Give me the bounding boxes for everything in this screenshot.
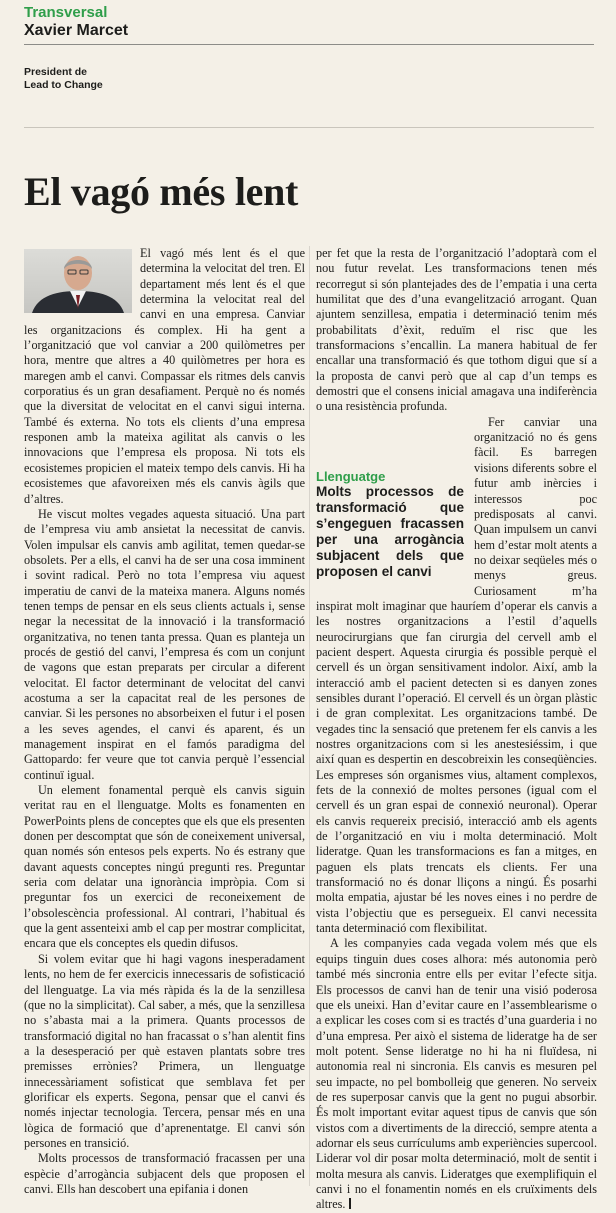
pull-quote-text: Molts processos de transformació que s’engeguen fracassen per una arrogància subjacent dels que proposen el canvi bbox=[316, 483, 464, 579]
paragraph-7: Fer canviar una organització no és gens fàcil. Es barregen visions diferents sobre el futur amb inèrcies i interessos poc predisposats al canvi. Quan impulsem un canvi hem d’estar molt atents a no deixar seqüeles més o menys greus. Curiosament m’ha inspirat molt imaginar que hauríem d’operar els canvis a les nostres organitzacions a l’estil d’aquells neurocirurgians que fan cirurgia del cervell amb el pacient despert. Aquesta cirurgia és possible perquè el cervell és un òrgan sensitivament indolor. Així, amb la interacció amb el pacient detecten si es danyen zones sensibles durant l’operació. El cervell és un òrgan plàstic i de gran complexitat. Les organitzacions també. De vegades tinc la sensació que pretenem fer els canvis a les nostres organitzacions com si les anestesiéssim, i que així quan es despertin en descobreixin les conseqüències. Les empreses són organismes vius, altament complexos, fets de la connexió de moltes persones (igual com el cervell és un gran espai de connexió neuronal). Operar els canvis requereix precisió, interacció amb els agents de l’organització en viu i molta determinació. Molt lideratge. Quan les transformacions es fan a mitges, en paguen els plats trencats els clients. Fer una transformació no és donar lliçons a ningú. És posarhi molta empatia, ajustar bé les noves eines i no perdre de vista l’objectiu que es persegueix. El canvi necessita tanta determinació com flexibilitat. bbox=[316, 414, 597, 936]
byline-block bbox=[24, 4, 284, 40]
section-label: Transversal bbox=[24, 4, 108, 21]
pull-quote bbox=[316, 469, 464, 580]
portrait-illustration bbox=[24, 249, 132, 313]
article-column-left bbox=[24, 246, 305, 1194]
author-photo bbox=[24, 249, 132, 313]
header-rule bbox=[24, 127, 594, 128]
author-name: Xavier Marcet bbox=[24, 22, 129, 39]
pull-quote-label: Llenguatge bbox=[316, 468, 386, 484]
paragraph-1: El vagó més lent és el que determina la velocitat del tren. El departament més lent és el que determina la velocitat real del canvi en una empresa. Canviar les organitzacions és complex. Hi ha gent a l’organització que vol canviar a 200 quilòmetres per hora, mentre que altres a 40 quilòmetres per hora es maregen amb el canvi. Compassar els ritmes dels canvis corporatius és un gran desafiament. Perquè no és només que la diversitat de velocitat en el canvi sigui interna. També és externa. No tots els clients d’una empresa responen amb la mateixa agilitat als canvis o les innovacions que l’empresa els proposa. Ni tots els ecosistemes propicien el mateix tempo dels canvis. Hi ha ecosistemes que afavoreixen més els canvis àgils que d’altres. bbox=[24, 246, 305, 506]
paragraph-8-text: A les companyies cada vegada volem més que els equips tinguin dues coses alhora: més autonomia però també més sincronia entre ells per evitar l’efecte sitja. Els processos de canvi han de tenir una visió poderosa que els uneixi. Han d’evitar caure en l’assemblearisme o a explicar les coses com si es tractés d’una guarderia i no d’una empresa. Per això el sistema de lideratge ha de ser molt potent. Sense lideratge no hi ha ni fluïdesa, ni autonomia real ni sincronia. Els canvis es mesuren pel seu impacte, no pel bombolleig que generen. No serveix de res superposar canvis que la gent no pugui absorbir. És molt important evitar aquest tipus de canvis que són vistos com a divertiments de la direcció, sempre atenta a adornar els seus currículums amb experiències supercool. Liderar vol dir posar molta determinació, molt de sentit i molta mesura als canvis. Lideratges que exemplifiquin el canvi i no el fonamentin només en els cruïximents dels altres. bbox=[316, 936, 597, 1212]
paragraph-5: Molts processos de transformació fracassen per una espècie d’arrogància subjacent dels que proposen el canvi. Ells han descobert una epifania i donen bbox=[24, 1151, 305, 1196]
byline-divider bbox=[24, 44, 594, 45]
paragraph-6: per fet que la resta de l’organització l’adoptarà com el nou futur revelat. Les transformacions tenen més recorregut si són plantejades des de l’empatia i una certa humilitat que des d’una evangelització arrogant. Quan ajuntem senzillesa, empatia i determinació tenim més probabilitats d’èxit, reduïm el risc que les transformacions s’encallin. La manera habitual de fer encallar una transformació és que tothom digui que sí a la proposta de canvi però que al cap d’un temps es demostri que el consens inicial amagava una indiferència o una resistència profunda. bbox=[316, 246, 597, 414]
article-column-right bbox=[316, 246, 597, 1212]
author-role-line-2: Lead to Change bbox=[24, 79, 103, 91]
author-role-line-1: President de bbox=[24, 66, 88, 78]
column-divider bbox=[309, 246, 310, 1186]
author-role bbox=[24, 52, 284, 92]
paragraph-3: Un element fonamental perquè els canvis siguin veritat rau en el llenguatge. Molts es fonamenten en PowerPoints plens de conceptes que els que els presenten donen per descomptat que són de coneixement universal, quan només són entesos pels experts. No és estrany que davant aquests conceptes ningú pregunti res. Preguntar seria com delatar una ignorància impròpia. Com si preguntar fos un exercici de reconeixement de l’obsolescència professional. Al contrari, l’habitual és que la gent assenteixi amb el cap per mostrar complicitat, encara que els conceptes els quedin difusos. bbox=[24, 783, 305, 951]
end-of-article-mark bbox=[349, 1198, 351, 1209]
article-headline: El vagó més lent bbox=[24, 169, 299, 214]
paragraph-2: He viscut moltes vegades aquesta situació. Una part de l’empresa viu amb ansietat la necessitat de canvis. Volen impulsar els canvis amb agilitat, temen quedar-se obsolets. Per a ells, el canvi ha de ser una cosa imminent i sovint radical. Però no tota l’empresa viu aquest imperatiu de canvi de la mateixa manera. Alguns només tenen temps de pensar en els seus clients actuals i, sense negar la necessitat de la innovació i la transformació organitzativa, no tenen tanta pressa. Quan es planteja un procés de gestió del canvi, l’empresa és com un conjunt de vagons que estan preparats per circular a diferent velocitat. El factor determinant de velocitat del canvi acostuma a ser la capacitat real de les persones de canviar. Si les persones no absorbeixen el futur i el posen a les seves agendes, el canvi és aparent, és un management inspirat en el famós paradigma del Gattopardo: fer veure que tot canvia perquè l’essencial continuï igual. bbox=[24, 506, 305, 782]
paragraph-8 bbox=[316, 936, 597, 1212]
paragraph-4: Si volem evitar que hi hagi vagons inesperadament lents, no hem de fer exercicis innecessaris de sofisticació del llenguatge. La via més ràpida és la de la senzillesa (que no la simplicitat). Cal saber, a més, que la senzillesa no s’abasta mai a la primera. Quants processos de transformació digital no han fracassat o s’han alentit fins a la desesperació per què estaven plantats sobre tres premisses errònies? Primera, un llenguatge innecessàriament sofisticat que semblava fet per glorificar els experts. Segona, pensar que el canvi és només injectar tecnologia. Tercera, pensar més en una lògica de formació que d’aprenentatge. El canvi són persones en transició. bbox=[24, 951, 305, 1150]
